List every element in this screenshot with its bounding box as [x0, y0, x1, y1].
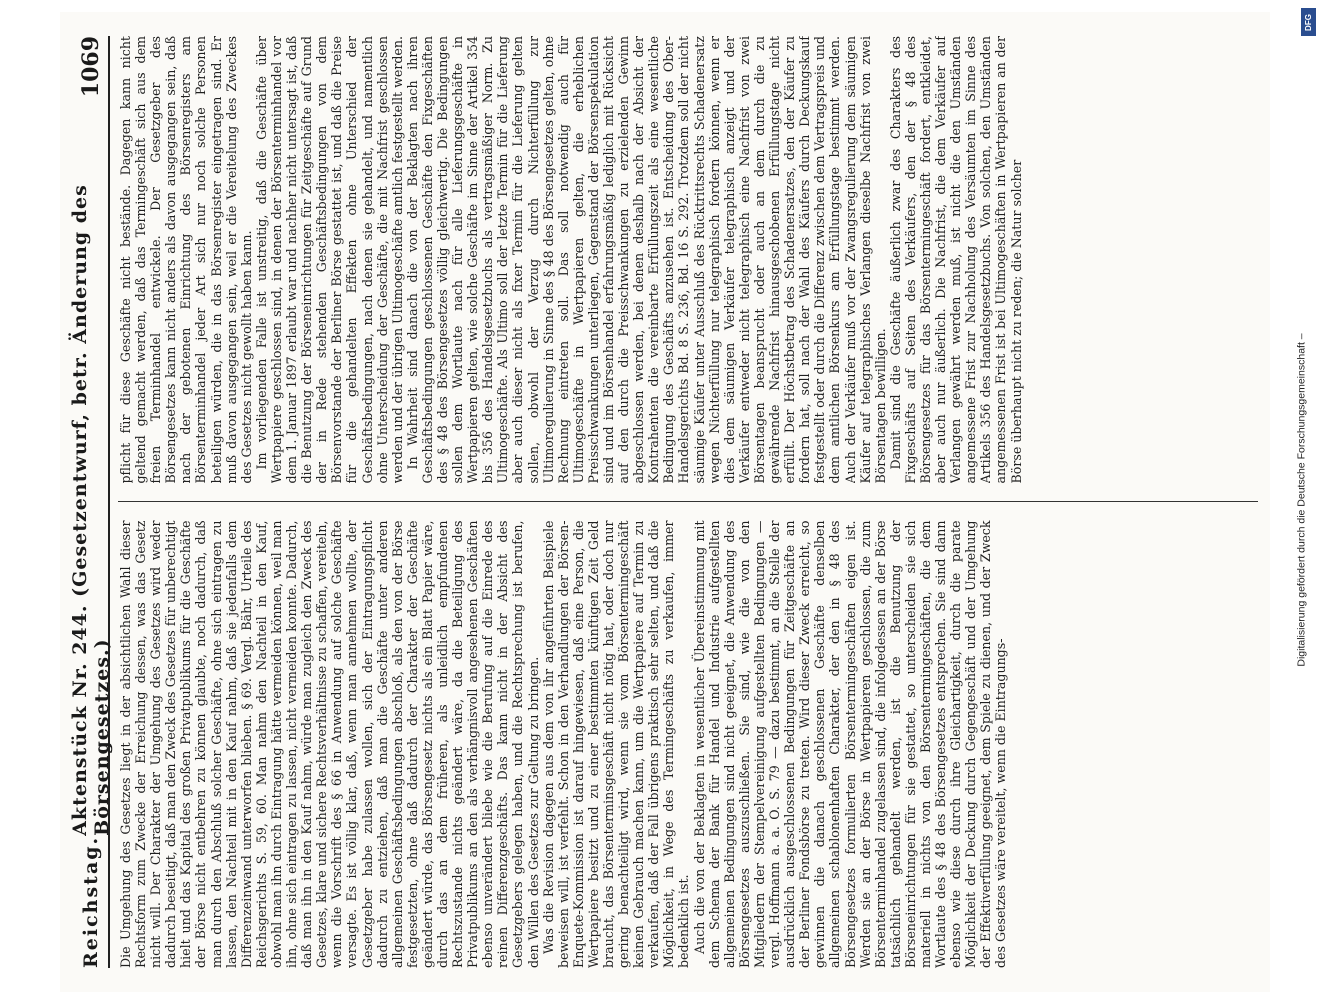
- digitization-note-text: Digitalisierung gefördert durch die Deutsche Forschungsgemeinschaft –: [1296, 333, 1309, 667]
- dfg-logo-text: DFG: [1304, 13, 1314, 31]
- column-right: [118, 36, 1258, 484]
- paragraph: Die Umgehung des Gesetzes liegt in der absichtlichen Wahl dieser Rechtsform zum Zwecke der Erreichung dessen, was das Gesetz nicht will. Der Charakter der Umgehung des Gesetzes wird weder dadurch beseitigt, daß man den Zweck des Gesetzes für unberechtigt hielt und das Kapital des großen Privatpublikums für die Geschäfte der Börse nicht entbehren zu können glaubte, noch dadurch, daß man durch den Abschluß solcher Geschäfte, ohne sich eintragen zu lassen, den Nachteil mit in den Kauf nahm, daß sie jedenfalls dem Differenzeinwand unterworfen blieben. § 69. Vergl. Bähr, Urteile des Reichsgerichts S. 59, 60. Man nahm den Nachteil in den Kauf, obwohl man ihn durch Eintragung hätte vermeiden können, weil man ihn, ohne sich eintragen zu lassen, nicht vermeiden konnte. Dadurch, daß man ihn in den Kauf nahm, würde man zugleich den Zweck des Gesetzes, klare und sichere Rechtsverhältnisse zu schaffen, vereiteln, wenn die Vorschrift des § 66 in Anwendung auf solche Geschäfte versagte. Es ist völlig klar, daß, wenn man annehmen wollte, der Gesetzgeber habe zulassen wollen, sich der Eintragungspflicht dadurch zu entziehen, daß man die Geschäfte unter anderen allgemeinen Geschäftsbedingungen abschloß, als den von der Börse festgesetzten, ohne daß dadurch der Charakter der Geschäfte geändert würde, das Börsengesetz nichts als ein Blatt Papier wäre, durch das an dem früheren, als unleidlich empfundenen Rechtszustande nichts geändert wäre, da die Beteiligung des Privatpublikums an den als verhängnisvoll angesehenen Geschäften ebenso unverändert bliebe wie die Berufung auf die Einrede des reinen Differenzgeschäfts. Das kann nicht in der Absicht des Gesetzgebers gelegen haben, und die Rechtsprechung ist berufen, den Willen des Gesetzes zur Geltung zu bringen.: [118, 520, 541, 968]
- header-title: Aktenstück Nr. 244. (Gesetzentwurf, betr. Änderung des Börsengesetzes.): [69, 184, 113, 836]
- paragraph: Damit sind die Geschäfte äußerlich zwar des Charakters des Fixgeschäfts auf Seiten des Verkäufers, den der § 48 des Börsengesetzes für das Börsentermingeschäft fordert, entkleidet, aber auch nur äußerlich. Die Nachfrist, die dem Verkäufer auf Verlangen gewährt werden muß, ist nicht die den Umständen angemessene Frist zur Nachholung des Versäumten im Sinne des Artikels 356 des Handelsgesetzbuchs. Von solchen, den Umständen angemessenen Frist ist bei Ultimogeschäften in Wertpapieren an der Börse überhaupt nicht zu reden; die Natur solcher: [887, 36, 1024, 484]
- column-divider: [118, 502, 1258, 503]
- paragraph: pflicht für diese Geschäfte nicht bestände. Dagegen kann nicht geltend gemacht werden, daß das Termingeschäft sich aus dem freien Terminhandel entwickele. Der Gesetzgeber des Börsengesetzes kann nicht anders als davon ausgegangen sein, daß nach der gebotenen Einrichtung des Börsenregisters am Börsenterminhandel jeder Art sich nur noch solche Personen beteiligen würden, die in das Börsenregister eingetragen sind. Er muß davon ausgegangen sein, weil er die Vereitelung des Zweckes des Gesetzes nicht gewollt haben kann.: [118, 36, 254, 484]
- running-head: [69, 36, 113, 968]
- paragraph: Auch die von der Beklagten in wesentlicher Übereinstimmung mit dem Schema der Bank für Handel und Industrie aufgestellten allgemeinen Bedingungen sind nicht geeignet, die Anwendung des Börsengesetzes auszuschließen. Sie sind, wie die von den Mitgliedern der Stempelvereinigung aufgestellten Bedingungen — vergl. Hoffmann a. a. O. S. 79 — dazu bestimmt, an die Stelle der ausdrücklich ausgeschlossenen Bedingungen für Zeitgeschäfte an der Berliner Fondsbörse zu treten. Wird dieser Zweck erreicht, so gewinnen die danach geschlossenen Geschäfte denselben allgemeinen schablonenhaften Charakter, der den in § 48 des Börsengesetzes formulierten Börsentermingeschäften eigen ist. Werden sie an der Börse in Wertpapieren geschlossen, die zum Börsenterminhandel zugelassen sind, die infolgedessen an der Börse tatsächlich gehandelt werden, ist die Benutzung der Börseneinrichtungen für sie gestattet, so unterscheiden sie sich materiell in nichts von den Börsentermingeschäften, die dem Wortlaute des § 48 des Börsengesetzes entsprechen. Sie sind dann ebenso wie diese durch ihre Gleichartigkeit, durch die parate Möglichkeit der Deckung durch Gegengeschäft und der Umgehung der Effektiverfüllung geeignet, dem Spiele zu dienen, und der Zweck des Gesetzes wäre vereitelt, wenn die Eintragungs-: [691, 520, 1009, 968]
- column-left: [118, 521, 1258, 969]
- header-left: Reichstag.: [80, 835, 102, 968]
- scanned-page-area: [60, 12, 1270, 992]
- document-page: [60, 12, 1270, 992]
- paragraph: Was die Revision dagegen aus dem von ihr angeführten Beispiele beweisen will, ist verfehlt. Schon in den Verhandlungen der Börsen-Enquete-Kommission ist darauf hingewiesen, daß eine Person, die Wertpapiere besitzt und zu einer bestimmten künftigen Zeit Geld braucht, das Börsenterminsgeschäft nicht nötig hat, oder doch nur gering benachteiligt wird, wenn sie vom Börsentermingeschäft keinen Gebrauch machen kann, um die Wertpapiere auf Termin zu verkaufen, daß der Fall übrigens praktisch sehr selten, und daß die Möglichkeit, in Wege des Termingeschäfts zu verkaufen, immer bedenklich ist.: [540, 520, 692, 968]
- digitization-note: [1294, 8, 1310, 992]
- paragraph: Im vorliegenden Falle ist unstreitig, daß die Geschäfte über Wertpapiere geschlossen sind, in denen der Börsenterminhandel vor dem 1. Januar 1897 erlaubt war und nachher nicht untersagt ist, daß die Benutzung der Börseneinrichtungen für Zeitgeschäfte auf Grund der in Rede stehenden Geschäftsbedingungen von dem Börsenvorstande der Berliner Börse gestattet ist, und daß die Preise für die gehandelten Effekten ohne Unterschied der Geschäftsbedingungen, nach denen sie gehandelt, und namentlich ohne Unterscheidung der Geschäfte, die mit Nachfrist geschlossen werden und der übrigen Ultimogeschäfte amtlich festgestellt werden.: [253, 36, 405, 484]
- text-columns: [118, 36, 1258, 968]
- paragraph: In Wahrheit sind danach die von der Beklagten nach ihren Geschäftsbedingungen geschlossenen Geschäfte den Fixgeschäften des § 48 des Börsengesetzes völlig gleichwertig. Die Bedingungen sollen dem Wortlaute nach für alle Lieferungsgeschäfte in Wertpapieren gelten, wie solche Geschäfte im Sinne der Artikel 354 bis 356 des Handelsgesetzbuchs als vertragsmäßiger Norm. Zu Ultimogeschäfte. Als Ultimo soll der letzte Termin für die Lieferung aber auch dieser nicht als fixer Termin für die Lieferung gelten sollen, obwohl der Verzug durch Nichterfüllung zur Ultimoregulierung in Sinne des § 48 des Börsengesetzes gelten, ohne Rechnung eintreten soll. Das soll notwendig auch für Ultimogeschäfte in Wertpapieren gelten, die erheblichen Preisschwankungen unterliegen, Gegenstand der Börsenspekulation sind und im Börsenhandel erfahrungsmäßig lediglich mit Rücksicht auf den durch die Preisschwankungen zu erzielenden Gewinn abgeschlossen werden, bei denen deshalb nach der Absicht der Kontrahenten die vereinbarte Erfüllungszeit als eine wesentliche Bedingung des Geschäfts anzusehen ist. Entscheidung des Ober-Handelsgerichts Bd. 8 S. 236, Bd. 16 S. 292. Trotzdem soll der nicht säumige Käufer unter Ausschluß des Rücktrittsrechts Schadenersatz wegen Nichterfüllung nur telegraphisch fordern können, wenn er dies dem säumigen Verkäufer telegraphisch anzeigt und der Verkäufer entweder nicht telegraphisch eine Nachfrist von zwei Börsentagen beansprucht oder auch an dem durch die zu gewährende Nachfrist hinausgeschobenen Erfüllungstage nicht erfüllt. Der Höchstbetrag des Schadenersatzes, den der Käufer zu fordern hat, soll nach der Wahl des Käufers durch Deckungskauf festgestellt oder durch die Differenz zwischen dem Vertragspreis und dem amtlichen Börsenkurs am Erfüllungstage bestimmt werden. Auch der Verkäufer muß vor der Zwangsregulierung dem säumigen Käufer auf telegraphisches Verlangen dieselbe Nachfrist von zwei Börsentagen bewilligen.: [404, 36, 888, 484]
- page-number: 1069: [78, 36, 104, 98]
